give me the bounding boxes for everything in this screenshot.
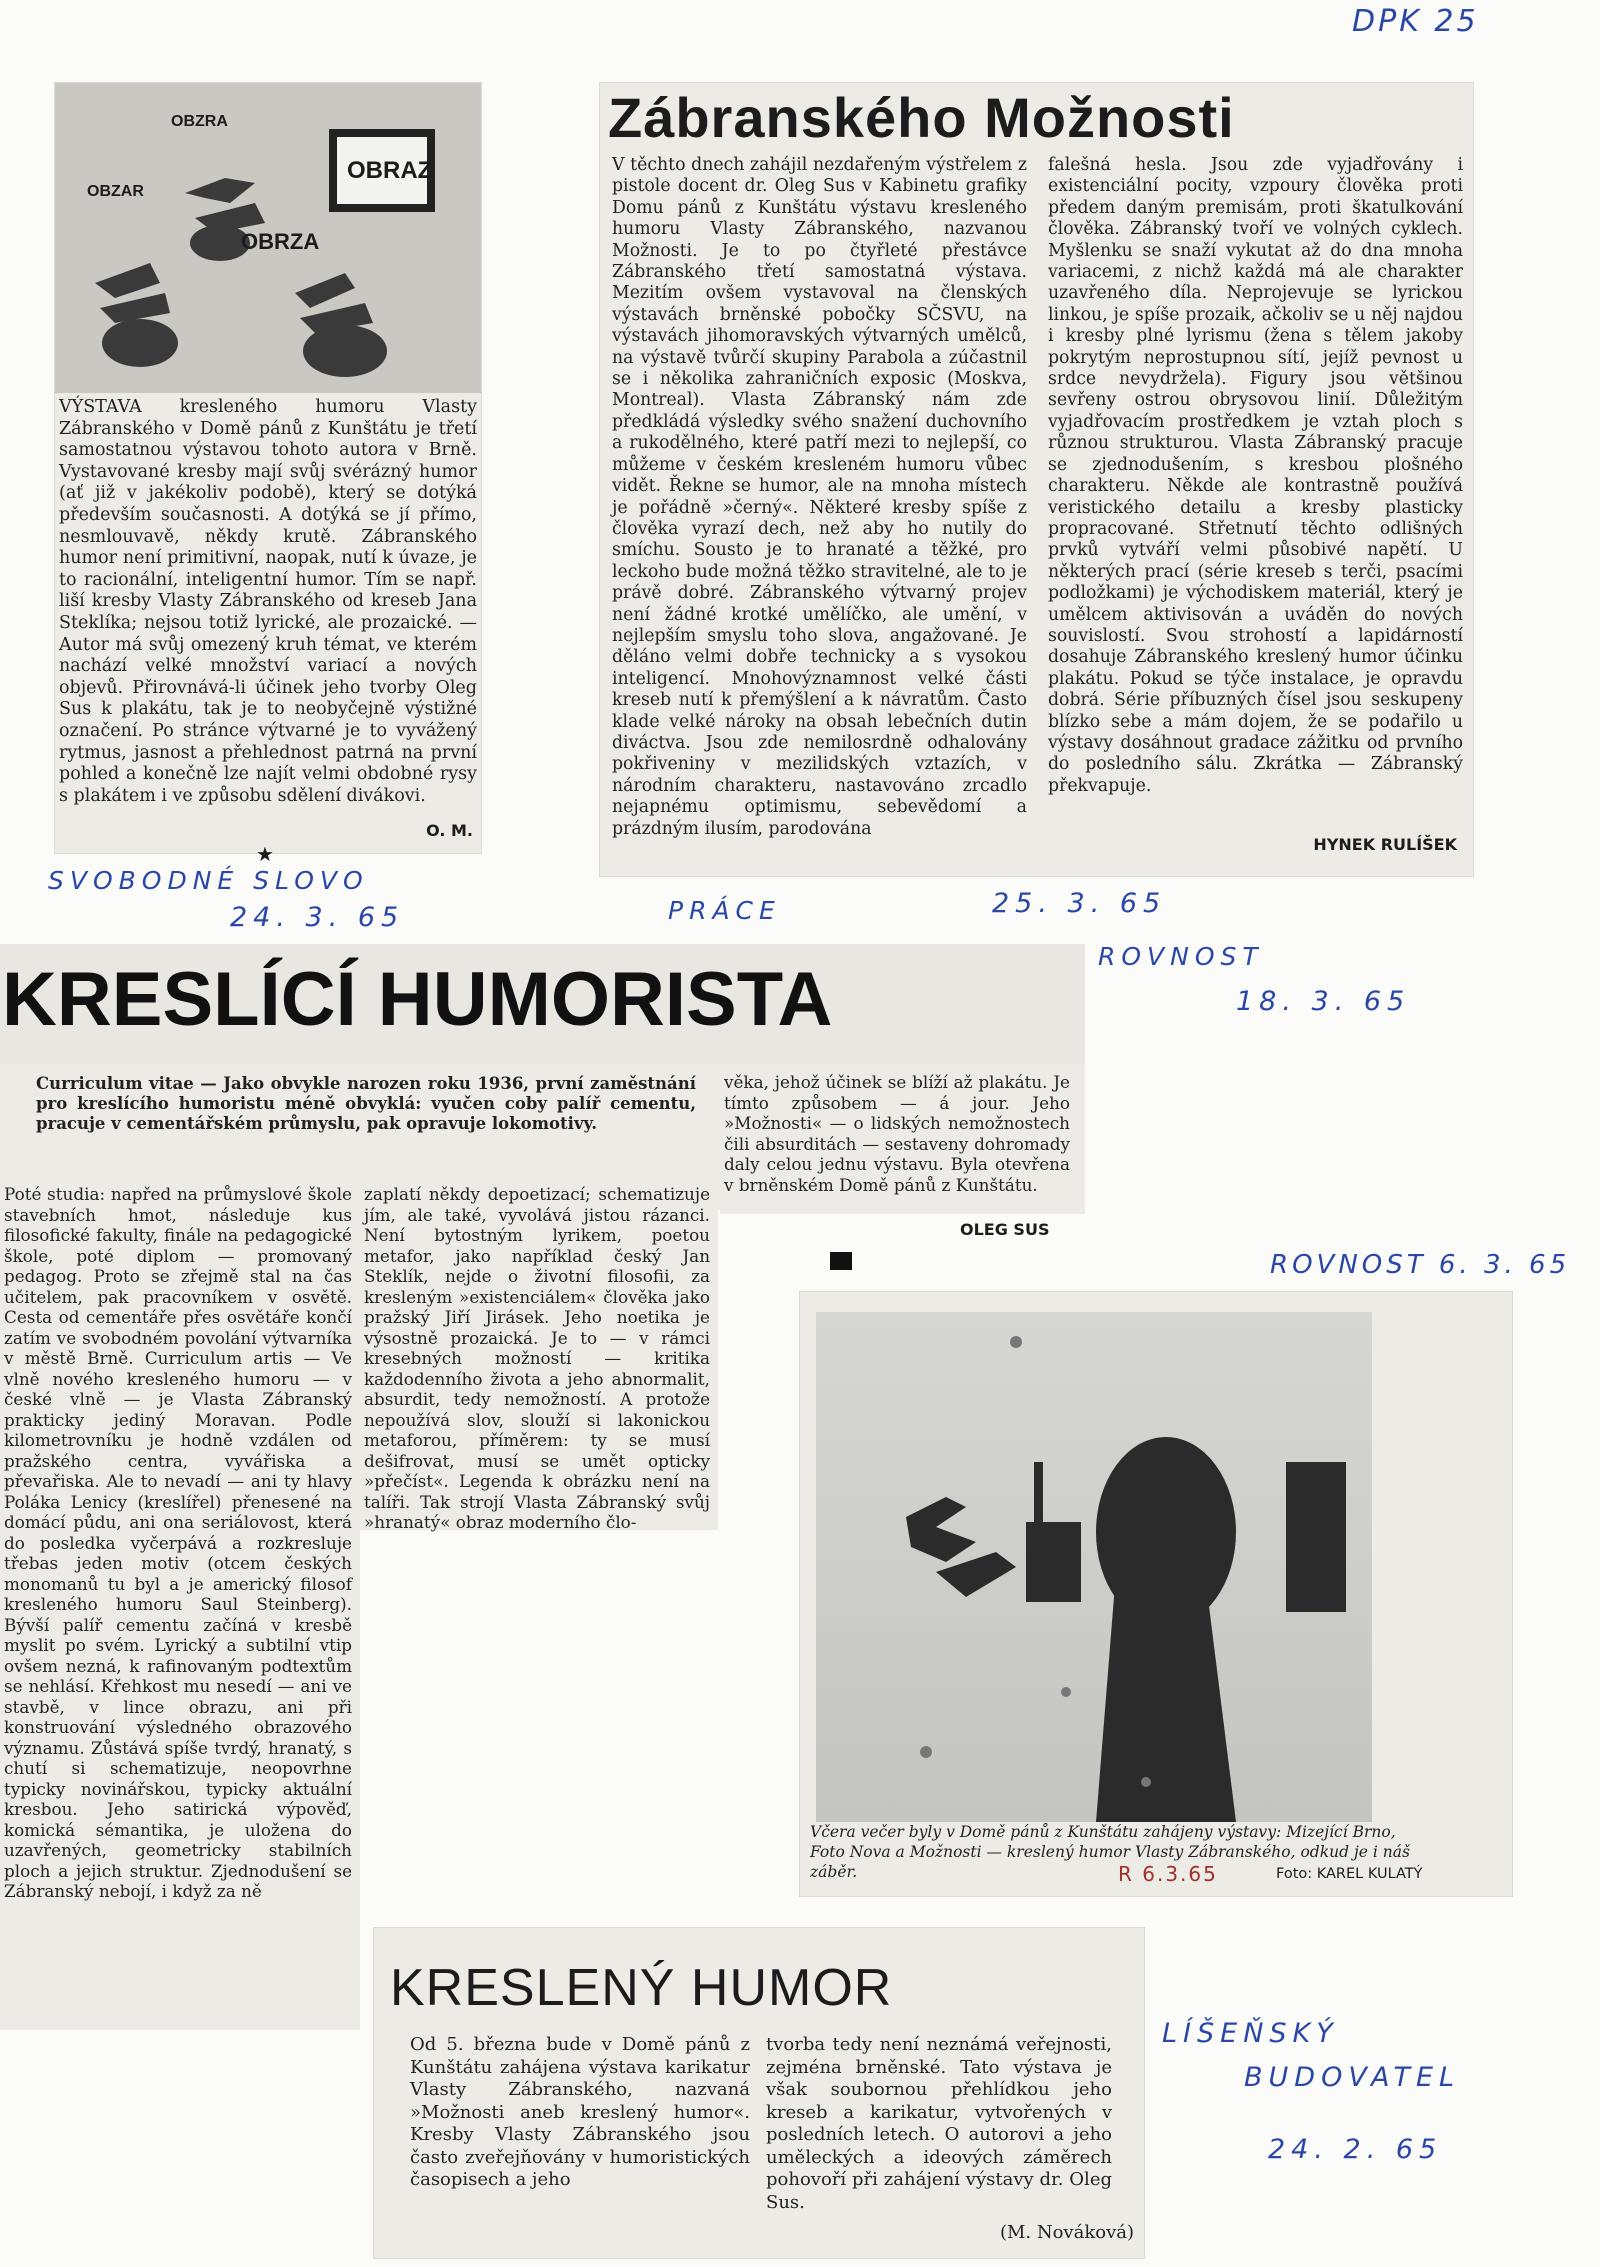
article-column-1: V těchto dnech zahájil nezdařeným výstřelem z pistole docent dr. Oleg Sus v Kabinetu grafiky Domu pánů z Kunštátu výstavu kresleného humoru Vlasty Zábranského, nazvanou Možnosti. Je to po čtyřleté přestávce Zábranského třetí samostatná výstava. Mezitím ovšem vystavoval na členských výstavách brněnské pobočky SČSVU, na výstavách jihomoravských výtvarných umělců, na výstavě tvůrčí skupiny Parabola a zúčastnil se i několika zahraničních exposic (Moskva, Montreal). Vlasta Zábranský nám zde předkládá výsledky svého snažení duchovního a rukodělného, které patří mezi to nejlepší, co můžeme v českém kresleném humoru vůbec vidět. Řekne se humor, ale na mnoha místech je pořádně »černý«. Některé kresby spíše z člověka vyrazí dech, než aby ho nutily do smíchu. Sousto je to hranaté a těžké, pro leckoho bude možná těžko stravitelné, ale to je právě dobré. Zábranského výtvarný projev není žádné krotké umělíčko, ale umění, v nejlepším smyslu toho slova, angažované. Je děláno velmi dobře technicky a s vysokou inteligencí. Mnohovýznamnost velké části kreseb nutí k přemýšlení a k návratům. Často klade velké nároky na obsah lebečních dutin diváctva. Jsou zde nemilosrdně odhalovány pokřiveniny v mezilidských vztazích, v národním charakteru, nastavováno zrcadlo nejapnému optimismu, sebevědomí a prázdným ilusím, parodována <box>612 155 1027 839</box>
article-title: KRESLENÝ HUMOR <box>390 1959 893 2017</box>
cartoon-drawing <box>55 83 481 393</box>
date-rovnost-1: 18. 3. 65 <box>1236 986 1411 1017</box>
article-signature: O. M. <box>426 821 473 840</box>
article-column-2: zaplatí někdy depoetizací; schematizuje jím, ale také, vyvolává jistou rázanci. Není bytostným lyrikem, poetou metafor, jako například český Jan Steklík, nejde o životní filosofii, za kresleným »existenciálem« člověka jako pražský Jiří Jirásek. Jeho noetika je výsostně prozaická. Je to — v rámci kresebných možností — kritika každodenního života a jeho abnormalit, absurdit, tedy nemožností. A protože nepoužívá slov, slouží si lakonickou metaforou, příměrem: ty se musí dešifrovat, musí se umět opticky »přečíst«. Legenda k obrázku není na talíři. Tak strojí Vlasta Zábranský svůj »hranatý« obraz moderního člo- <box>364 1184 710 1532</box>
source-svobodne-slovo: SVOBODNÉ SLOVO <box>48 866 369 895</box>
photo-credit: Foto: KAREL KULATÝ <box>1276 1866 1423 1882</box>
article-column-1: Od 5. března bude v Domě pánů z Kunštátu zahájena výstava karikatur Vlasty Zábranského, nazvaná »Možnosti aneb kreslený humor«. Kresby Vlasty Zábranského jsou často zveřejňovány v humoristických časopisech a jeho <box>410 2034 750 2190</box>
article-title: KRESLÍCÍ HUMORISTA <box>2 957 833 1042</box>
article-column-3: věka, jehož účinek se blíží až plakátu. Je tímto způsobem — á jour. Jeho »Možnosti« — o lidských nemožnostech čili absurditách — sestaveny dohromady daly celou jednu výstavu. Byla otevřena v brněnském Domě pánů z Kunštátu. <box>724 1072 1070 1195</box>
column-end-mark <box>830 1252 852 1270</box>
clipping-exhibition-photo <box>800 1292 1512 1896</box>
photo-caption: Včera večer byly v Domě pánů z Kunštátu zahájeny výstavy: Mizející Brno, Foto Nova a Možnosti — kreslený humor Vlasty Zábranského, odkud je i náš záběr. <box>810 1823 1410 1881</box>
exhibition-photo <box>816 1312 1372 1822</box>
article-column-2: falešná hesla. Jsou zde vyjadřovány i existenciální pocity, vzpoury člověka proti předem daným premisám, proti škatulkování člověka. Zábranský tvoří ve volných cyklech. Myšlenku se snaží vykutat až do dna mnoha variacemi, z nichž každá má ale charakter uzavřeného díla. Neprojevuje se lyrickou linkou, je spíše prozaik, ačkoliv se u něj najdou i kresby plné lyrismu (žena s tělem jakoby pokrytým neprostupnou sítí, jejíž pevnost u srdce nevydržela). Figury jsou většinou sevřeny ostrou obrysovou linií. Důležitým vyjadřovacím prostředkem je vztah ploch s různou strukturou. Vlasta Zábranský pracuje se zjednodušením, s kresbou plošného charakteru. Někde ale kontrastně používá veristického detailu a kresby plasticky propracované. Střetnutí těchto odlišných prvků vytváří velmi působivé napětí. U některých prací (série kreseb s terči, psacími podložkami) je východiskem materiál, který je umělcem aktivisován a uváděn do nových souvislostí. Svou strohostí a lapidárností dosahuje Zábranského kreslený humor účinku plakátu. Pokud se týče instalace, je opravdu dobrá. Série příbuzných čísel jsou seskupeny blízko sebe a mám dojem, že se podařilo u výstavy dosáhnout gradace zážitku od prvního do posledního sálu. Zkrátka — Zábranský překvapuje. <box>1048 155 1463 796</box>
archive-code: DPK 25 <box>1352 4 1479 39</box>
clipping-svobodne-slovo <box>55 83 481 853</box>
article-signature: HYNEK RULÍŠEK <box>1313 835 1457 854</box>
source-rovnost-1: ROVNOST <box>1098 942 1264 971</box>
star-mark: ★ <box>256 842 274 866</box>
date-lisensky: 24. 2. 65 <box>1268 2134 1443 2165</box>
source-prace: PRÁCE <box>668 896 781 925</box>
source-lisensky-line2: BUDOVATEL <box>1244 2062 1461 2093</box>
article-column-2: tvorba tedy není neznámá veřejnosti, zejména brněnské. Tato výstava je však soubornou přehlídkou jeho kreseb a karikatur, vytvořených v posledních letech. O autorovi a jeho uměleckých a ideových záměrech pohovoří při zahájení výstavy dr. Oleg Sus. <box>766 2034 1112 2213</box>
article-signature: (M. Nováková) <box>999 2222 1134 2243</box>
drawing-label-obzar: OBZAR <box>87 183 144 200</box>
drawing-label-obrza: OBRZA <box>241 229 320 254</box>
drawing-label-obraz: OBRAZ <box>347 157 433 184</box>
clipping-kresleny-humor <box>374 1928 1144 2258</box>
article-signature: OLEG SUS <box>960 1220 1050 1239</box>
article-lead: Curriculum vitae — Jako obvykle narozen roku 1936, první zaměstnání pro kreslícího humoristu méně obvyklá: vyučen coby palíř cementu, pracuje v cementářském průmyslu, pak opravuje lokomotivy. <box>36 1074 696 1133</box>
clipping-prace <box>600 83 1473 876</box>
article-text: VÝSTAVA kresleného humoru Vlasty Zábranského v Domě pánů z Kunštátu je třetí samostatnou výstavou tohoto autora v Brně. Vystavované kresby mají svůj svérázný humor (ať již v jakékoliv podobě), který se dotýká především současnosti. A dotýká se jí přímo, nesmlouvavě, někdy krutě. Zábranského humor není primitivní, naopak, nutí k úvaze, je to racionální, inteligentní humor. Tím se např. liší kresby Vlasty Zábranského od kreseb Jana Steklíka; nejsou totiž lyrické, ale prozaické. — Autor má svůj omezený kruh témat, ve kterém nachází velké množství variací a nových objevů. Přirovnává-li účinek jeho tvorby Oleg Sus k plakátu, tak je to neobyčejně výstižné označení. Po stránce výtvarné je to vyvážený rytmus, jasnost a přehlednost patrná na první pohled a konečně lze najít velmi obdobné rysy s plakátem i ve způsobu sdělení divákovi. <box>59 397 477 806</box>
photo-handwritten-note: R 6.3.65 <box>1118 1862 1218 1886</box>
source-lisensky-line1: LÍŠEŇSKÝ <box>1162 2018 1339 2049</box>
article-column-1: Poté studia: napřed na průmyslové škole stavebních hmot, následuje kus filosofické fakulty, finále na pedagogické škole, poté diplom — promovaný pedagog. Proto se zřejmě stal na čas učitelem, pak pracovníkem v osvětě. Cesta od cementáře přes osvětáře končí zatím ve svobodném povolání výtvarníka v městě Brně. Curriculum artis — Ve vlně nového kresleného humoru — v české vlně — je Vlasta Zábranský prakticky jediný Moravan. Podle kilometrovníku je hodně vzdálen od pražského centra, vyvářiska a převařiska. Ale to nevadí — ani ty hlavy Poláka Lenicy (kreslířel) přenesené na domácí půdu, ani ona seriálovost, která do posledka vyčerpává a rozkresluje třebas jeden motiv (otcem českých monomanů tu byl a je americký filosof kresleného humoru Saul Steinberg). Bývší palíř cementu začíná v kresbě myslit po svém. Lyrický a subtilní vtip ovšem nezná, k rafinovaným podtextům se nehlásí. Křehkost mu nesedí — ani ve stavbě, v lince obrazu, ani při konstruování výsledného obrazového významu. Zůstává spíše tvrdý, hranatý, s chutí si schematizuje, neopovrhne typicky novinářskou, typicky aktuální kresbou. Jeho satirická výpověď, komická sémantika, je uložena do uzavřených, geometricky stabilních ploch a jejich struktur. Zjednodušení se Zábranský nebojí, i když za ně <box>4 1184 352 1901</box>
date-svobodne-slovo: 24. 3. 65 <box>230 902 405 933</box>
date-prace: 25. 3. 65 <box>992 888 1167 919</box>
source-rovnost-2: ROVNOST 6. 3. 65 <box>1270 1250 1571 1280</box>
article-title: Zábranského Možnosti <box>608 86 1235 149</box>
exhibition-scene <box>816 1312 1372 1822</box>
drawing-label-obzra: OBZRA <box>171 113 228 130</box>
